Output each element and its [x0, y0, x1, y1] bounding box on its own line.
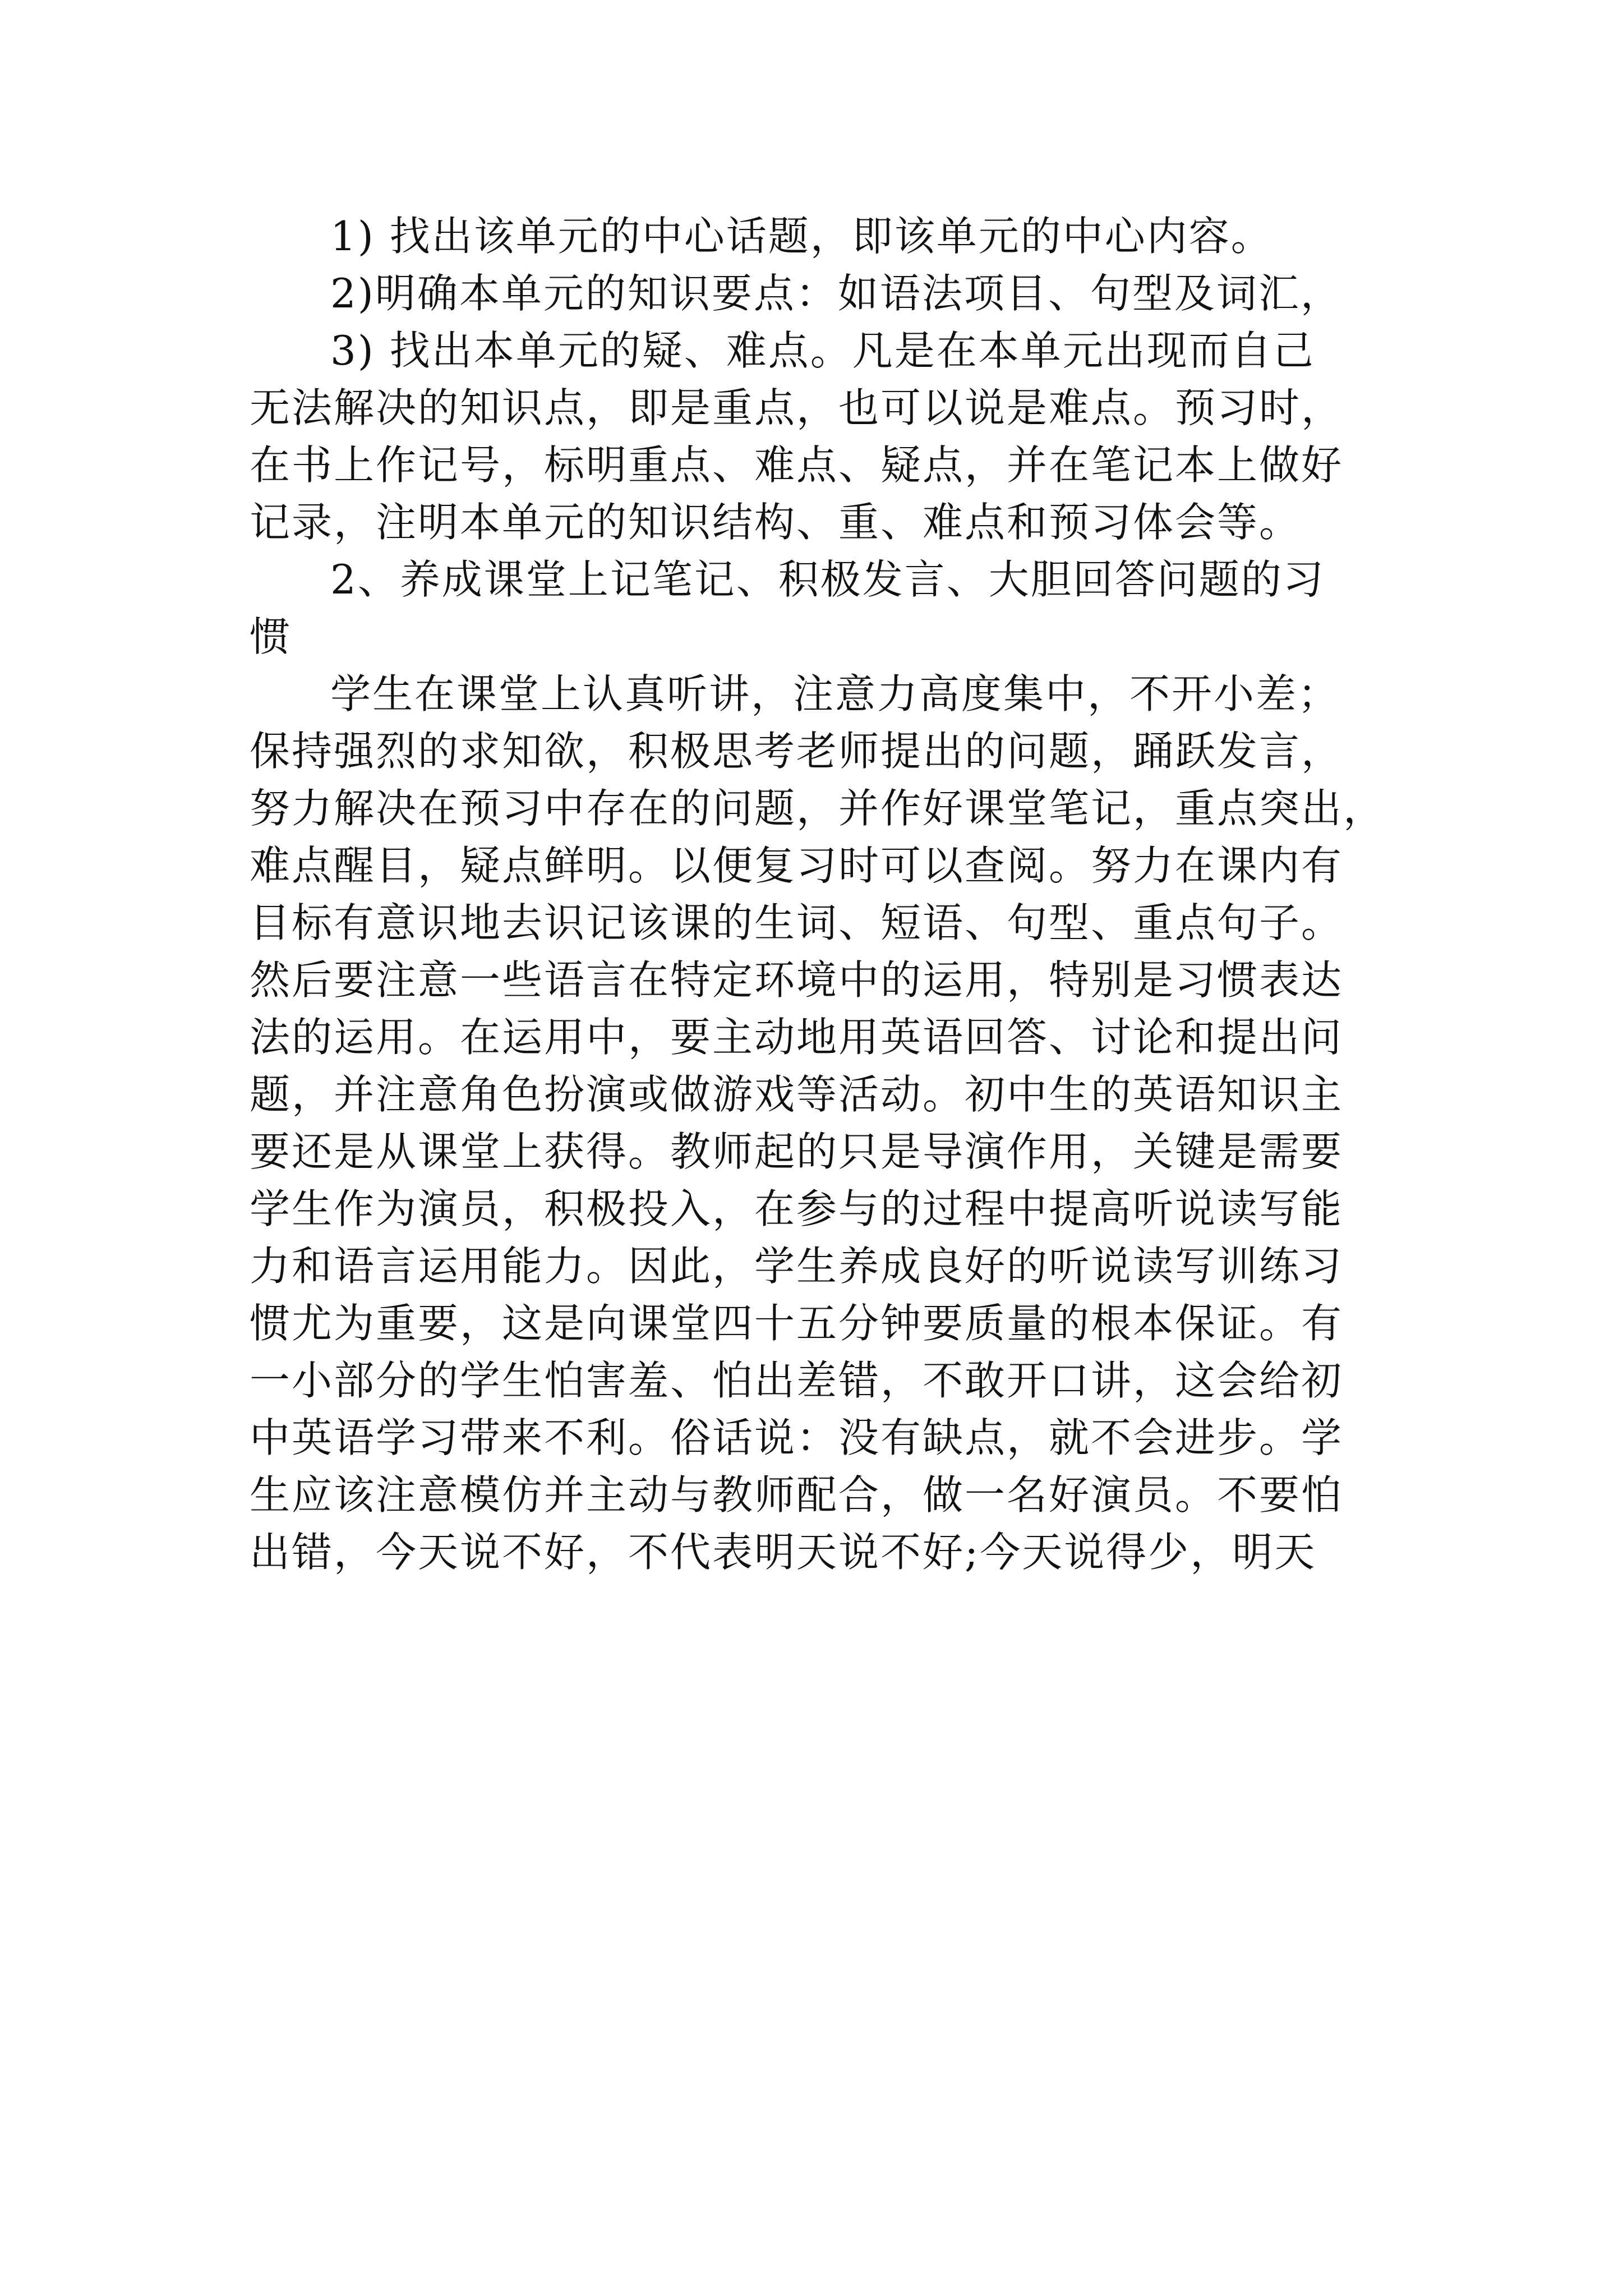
text-line: 一小部分的学生怕害羞、怕出差错，不敢开口讲，这会给初 [250, 1357, 1344, 1404]
text-line: 然后要注意一些语言在特定环境中的运用，特别是习惯表达 [250, 956, 1344, 1004]
text-line: 生应该注意模仿并主动与教师配合，做一名好演员。不要怕 [250, 1471, 1344, 1519]
list-item-knowledge-points: 2)明确本单元的知识要点：如语法项目、句型及词汇， [330, 270, 1343, 317]
text-line: 力和语言运用能力。因此，学生养成良好的听说读写训练习 [250, 1243, 1344, 1290]
text-line: 题，并注意角色扮演或做游戏等活动。初中生的英语知识主 [250, 1071, 1344, 1118]
text-line: 要还是从课堂上获得。教师起的只是导演作用，关键是需要 [250, 1128, 1344, 1175]
text-line: 努力解决在预习中存在的问题，并作好课堂笔记，重点突出， [250, 785, 1386, 832]
section-heading-continued: 惯 [250, 613, 292, 660]
text-line: 记录，注明本单元的知识结构、重、难点和预习体会等。 [250, 499, 1302, 546]
paragraph-start: 学生在课堂上认真听讲，注意力高度集中，不开小差； [330, 670, 1340, 717]
text-line: 惯尤为重要，这是向课堂四十五分钟要质量的根本保证。有 [250, 1300, 1344, 1347]
text-line: 在书上作记号，标明重点、难点、疑点，并在笔记本上做好 [250, 441, 1344, 489]
document-page [250, 208, 1386, 1581]
text-line: 学生作为演员，积极投入，在参与的过程中提高听说读写能 [250, 1185, 1344, 1232]
text-line: 保持强烈的求知欲，积极思考老师提出的问题，踊跃发言， [250, 728, 1344, 775]
section-heading: 2、养成课堂上记笔记、积极发言、大胆回答问题的习 [330, 556, 1325, 603]
text-line: 法的运用。在运用中，要主动地用英语回答、讨论和提出问 [250, 1014, 1344, 1061]
text-line: 难点醒目，疑点鲜明。以便复习时可以查阅。努力在课内有 [250, 842, 1344, 889]
text-line: 目标有意识地去识记该课的生词、短语、句型、重点句子。 [250, 899, 1344, 946]
text-line: 出错，今天说不好，不代表明天说不好;今天说得少，明天 [250, 1529, 1317, 1576]
text-line: 中英语学习带来不利。俗话说：没有缺点，就不会进步。学 [250, 1414, 1344, 1461]
list-item-find-topic: 1) 找出该单元的中心话题，即该单元的中心内容。 [330, 213, 1273, 260]
text-line: 无法解决的知识点，即是重点，也可以说是难点。预习时， [250, 384, 1344, 431]
list-item-difficult-points: 3) 找出本单元的疑、难点。凡是在本单元出现而自己 [330, 327, 1315, 374]
